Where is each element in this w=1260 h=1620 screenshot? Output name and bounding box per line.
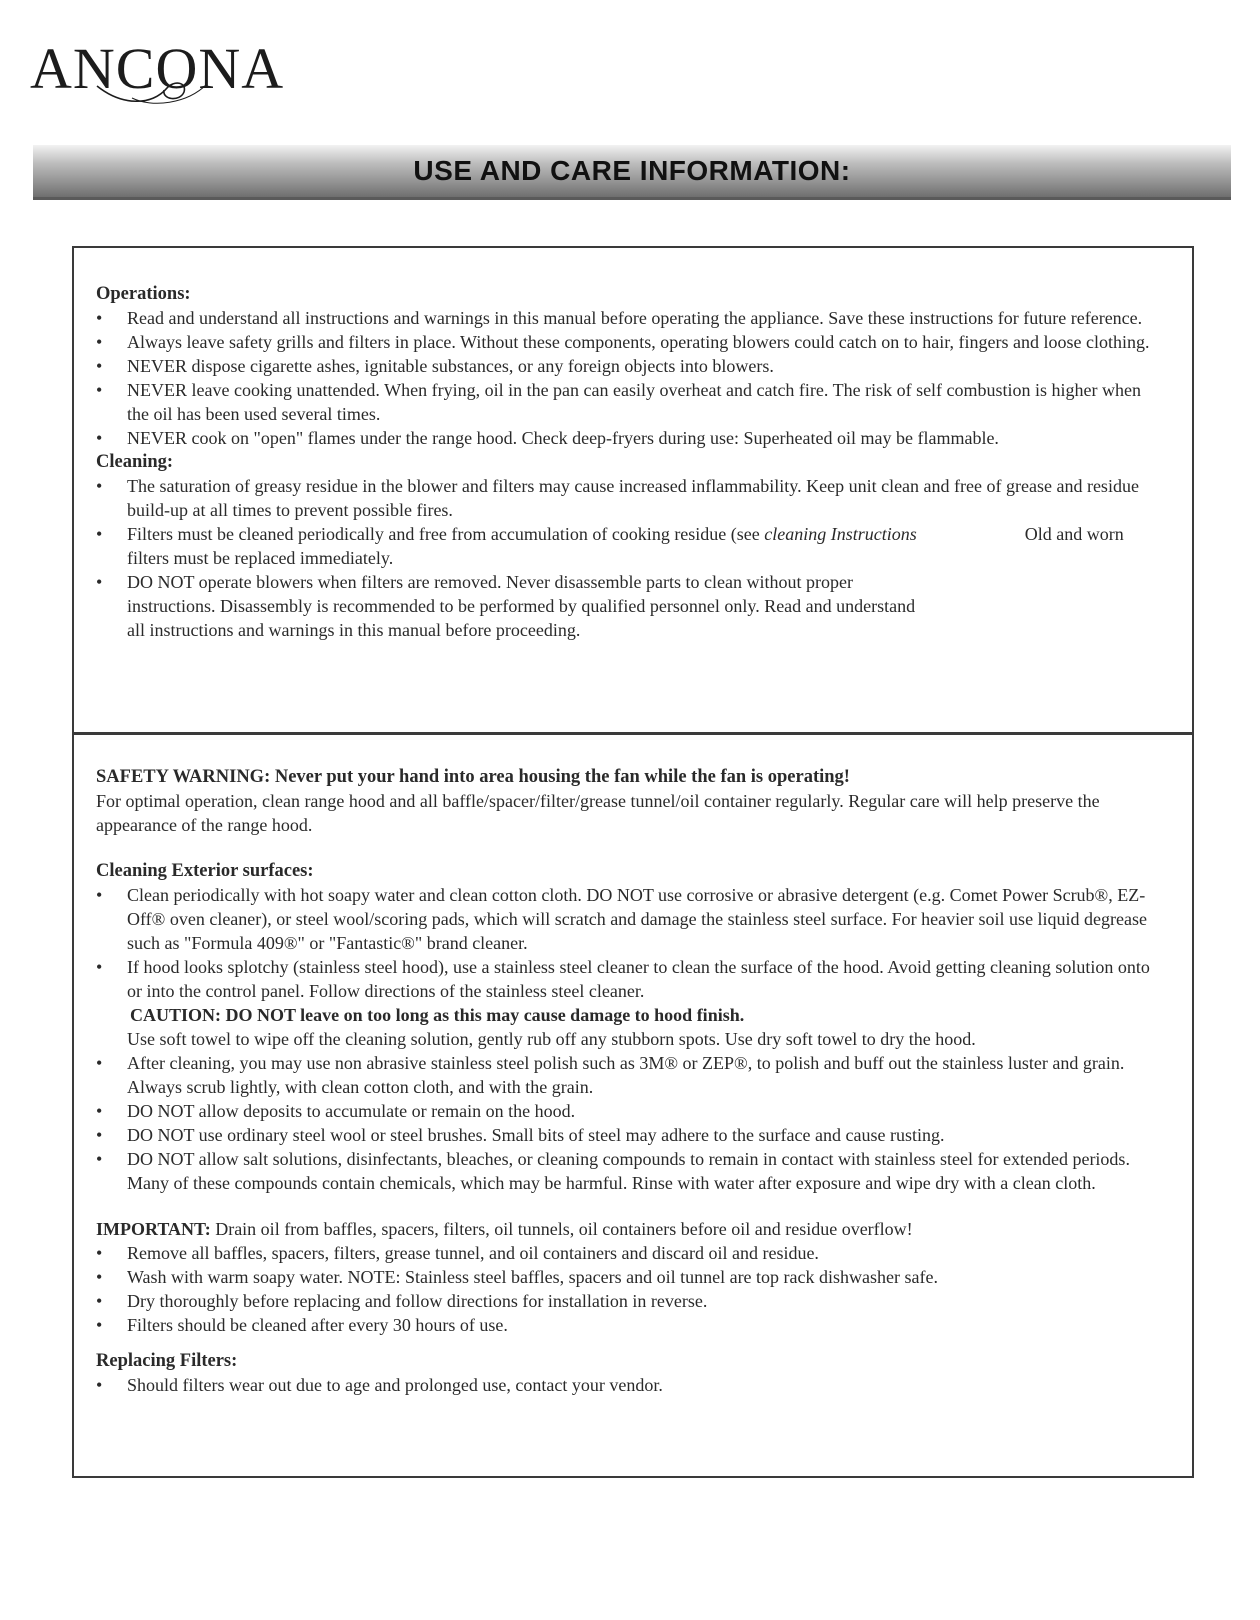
cleaning-heading: Cleaning: xyxy=(96,452,174,472)
safety-warning-heading: SAFETY WARNING: Never put your hand into area housing the fan while the fan is operating! xyxy=(96,767,850,787)
operations-cleaning-box xyxy=(72,246,1194,734)
cleaning-list xyxy=(96,474,1164,642)
splotchy-text: If hood looks splotchy (stainless steel hood), use a stainless steel cleaner to clean the surface of the hood. Avoid getting cleaning solution onto or into the control panel. Follow directions of the stainless steel cleaner. xyxy=(127,957,1150,1001)
safety-warning-text: For optimal operation, clean range hood and all baffle/spacer/filter/grease tunnel/oil container regularly. Regular care will help preserve the appearance of the range hood. xyxy=(96,791,1100,835)
filters-text-a: Filters must be cleaned periodically and free from accumulation of cooking residue (see xyxy=(127,524,765,544)
list-item xyxy=(96,955,1164,1051)
list-item: • Filters should be cleaned after every 30 hours of use. xyxy=(96,1313,1164,1337)
replacing-list xyxy=(96,1373,1164,1397)
list-item: • Remove all baffles, spacers, filters, grease tunnel, and oil containers and discard oil and residue. xyxy=(96,1241,1164,1265)
important-label: IMPORTANT: xyxy=(96,1219,211,1239)
list-item: • DO NOT use ordinary steel wool or steel brushes. Small bits of steel may adhere to the surface and cause rusting. xyxy=(96,1123,1164,1147)
important-list xyxy=(96,1241,1164,1337)
list-item: • NEVER cook on "open" flames under the range hood. Check deep-fryers during use: Superheated oil may be flammable. xyxy=(96,426,1164,450)
list-item: • After cleaning, you may use non abrasive stainless steel polish such as 3M® or ZEP®, to polish and buff out the stainless luster and grain. Always scrub lightly, with clean cotton cloth, and with the grain. xyxy=(96,1051,1164,1099)
filters-text-b: Old and worn filters must be replaced immediately. xyxy=(127,524,1124,568)
operations-list xyxy=(96,306,1164,450)
important-text: Drain oil from baffles, spacers, filters, oil tunnels, oil containers before oil and residue overflow! xyxy=(210,1219,913,1239)
exterior-heading: Cleaning Exterior surfaces: xyxy=(96,861,314,881)
list-item: • DO NOT operate blowers when filters are removed. Never disassemble parts to clean without proper instructions. Disassembly is recommended to be performed by qualified personnel only. Read and understand all instructions and warnings in this manual before proceeding. xyxy=(96,570,927,642)
cleaning-instructions-ref: cleaning Instructions xyxy=(764,524,917,544)
logo-swirl-icon xyxy=(92,78,212,108)
list-item: • Read and understand all instructions and warnings in this manual before operating the appliance. Save these instructions for future reference. xyxy=(96,306,1164,330)
list-item: • Dry thoroughly before replacing and follow directions for installation in reverse. xyxy=(96,1289,1164,1313)
caution-text: CAUTION: DO NOT leave on too long as this may cause damage to hood finish. xyxy=(130,1005,745,1025)
list-item: • Wash with warm soapy water. NOTE: Stainless steel baffles, spacers and oil tunnel are top rack dishwasher safe. xyxy=(96,1265,1164,1289)
brand-name: ANCONA xyxy=(30,36,285,101)
list-item: • DO NOT allow deposits to accumulate or remain on the hood. xyxy=(96,1099,1164,1123)
list-item: • NEVER leave cooking unattended. When frying, oil in the pan can easily overheat and catch fire. The risk of self combustion is higher when the oil has been used several times. xyxy=(96,378,1164,426)
list-item: • DO NOT allow salt solutions, disinfectants, bleaches, or cleaning compounds to remain in contact with stainless steel for extended periods. Many of these compounds contain chemicals, which may be harmful. Rinse with water after exposure and wipe dry with a clean cloth. xyxy=(96,1147,1164,1195)
banner-title: USE AND CARE INFORMATION: xyxy=(413,155,851,186)
list-item: • Clean periodically with hot soapy water and clean cotton cloth. DO NOT use corrosive or abrasive detergent (e.g. Comet Power Scrub®, EZ-Off® oven cleaner), or steel wool/scoring pads, which will scratch and damage the stainless steel surface. For heavier soil use liquid degrease such as "Formula 409®" or "Fantastic®" brand cleaner. xyxy=(96,883,1164,955)
replacing-filters-heading: Replacing Filters: xyxy=(96,1351,238,1371)
exterior-list xyxy=(96,883,1164,1195)
list-item: • Should filters wear out due to age and prolonged use, contact your vendor. xyxy=(96,1373,1164,1397)
brand-logo xyxy=(30,36,285,101)
care-box xyxy=(72,733,1194,1478)
list-item: • Always leave safety grills and filters in place. Without these components, operating blowers could catch on to hair, fingers and loose clothing. xyxy=(96,330,1164,354)
section-banner xyxy=(33,145,1231,200)
list-item xyxy=(96,522,1164,570)
towel-text: Use soft towel to wipe off the cleaning solution, gently rub off any stubborn spots. Use dry soft towel to dry the hood. xyxy=(127,1029,976,1049)
list-item: • NEVER dispose cigarette ashes, ignitable substances, or any foreign objects into blowers. xyxy=(96,354,1164,378)
operations-heading: Operations: xyxy=(96,284,191,304)
list-item: • The saturation of greasy residue in the blower and filters may cause increased inflammability. Keep unit clean and free of grease and residue build-up at all times to prevent possible fires. xyxy=(96,474,1164,522)
important-note xyxy=(96,1217,1164,1241)
